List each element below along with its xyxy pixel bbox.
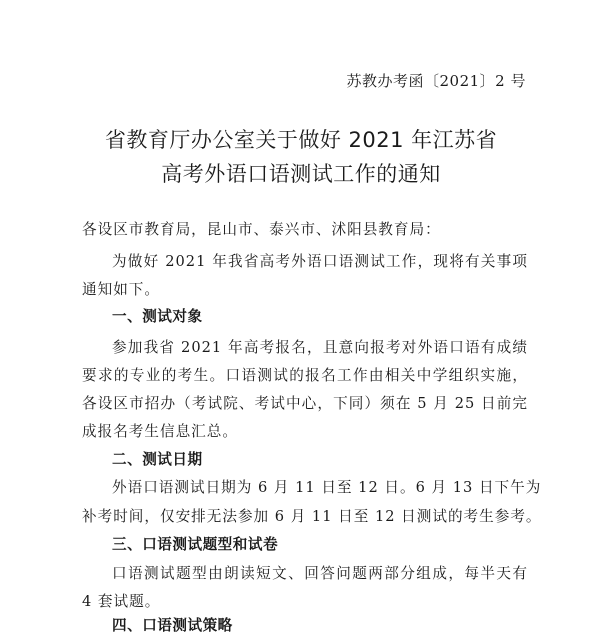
- section-1-heading: 一、测试对象: [112, 308, 203, 325]
- section-2-heading: 二、测试日期: [112, 451, 203, 468]
- section-3-line-2: 4 套试题。: [82, 593, 161, 610]
- section-1-line-3: 各设区市招办（考试院、考试中心，下同）须在 5 月 25 日前完: [82, 395, 528, 412]
- document-number: 苏教办考函〔2021〕2 号: [346, 72, 526, 90]
- section-3-heading: 三、口语测试题型和试卷: [112, 536, 279, 553]
- intro-line-1: 为做好 2021 年我省高考外语口语测试工作，现将有关事项: [112, 253, 528, 270]
- section-1-line-1: 参加我省 2021 年高考报名，且意向报考对外语口语有成绩: [112, 339, 528, 356]
- section-1-line-4: 成报名考生信息汇总。: [82, 423, 238, 440]
- document-title-line-2: 高考外语口语测试工作的通知: [161, 162, 441, 186]
- intro-line-2: 通知如下。: [82, 281, 160, 298]
- section-1-line-2: 要求的专业的考生。口语测试的报名工作由相关中学组织实施，: [82, 367, 528, 384]
- section-2-line-1: 外语口语测试日期为 6 月 11 日至 12 日。6 月 13 日下午为: [112, 479, 542, 496]
- section-4-heading: 四、口语测试策略: [112, 617, 233, 634]
- document-title-line-1: 省教育厅办公室关于做好 2021 年江苏省: [104, 128, 498, 152]
- salutation: 各设区市教育局，昆山市、泰兴市、沭阳县教育局：: [82, 221, 441, 238]
- section-2-line-2: 补考时间，仅安排无法参加 6 月 11 日至 12 日测试的考生参考。: [82, 508, 542, 525]
- section-3-line-1: 口语测试题型由朗读短文、回答问题两部分组成，每半天有: [112, 565, 528, 582]
